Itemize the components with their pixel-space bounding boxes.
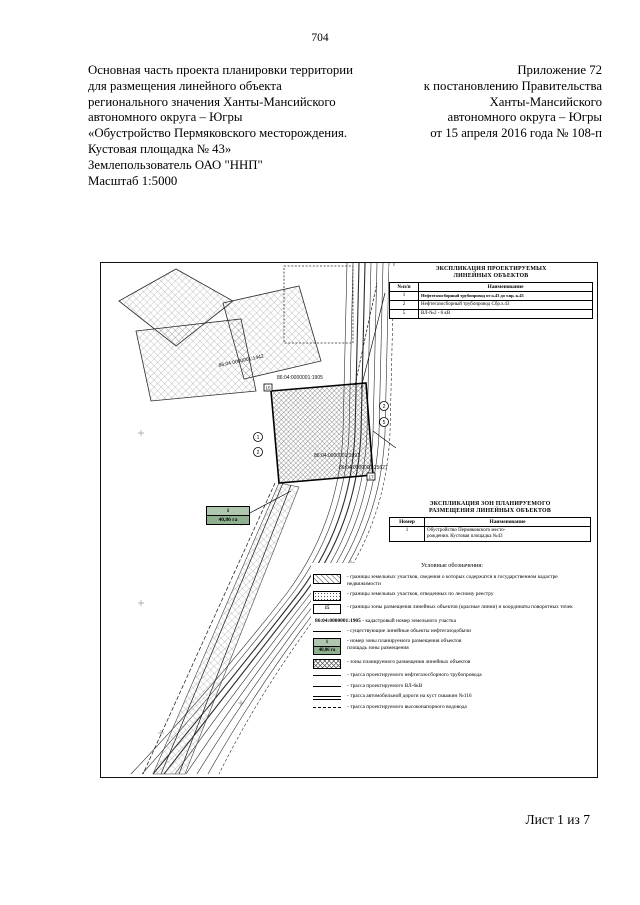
appendix-line: к постановлению Правительства xyxy=(423,78,602,93)
zone-row-name-line2: рождения. Кустовая площадка №43 xyxy=(427,534,503,539)
object-number-2: 2 xyxy=(256,450,260,456)
appendix-line: автономного округа – Югры xyxy=(447,110,602,125)
appendix-line: от 15 апреля 2016 года № 108-п xyxy=(430,126,602,141)
cadastral-number-example: 86:04:0000001:1905 xyxy=(315,617,361,624)
appendix-block xyxy=(352,63,602,142)
explication-placement-zones xyxy=(389,501,591,542)
zone-area: 40,86 га xyxy=(207,516,249,524)
hatched-parcel-swatch xyxy=(313,574,341,584)
page-number: 704 xyxy=(311,32,329,44)
dotted-parcel-swatch xyxy=(313,591,341,601)
expl2-table xyxy=(389,517,591,542)
title-line: Землепользователь ОАО "ННП" xyxy=(88,157,263,172)
expl2-title2: РАЗМЕЩЕНИЯ ЛИНЕЙНЫХ ОБЪЕКТОВ xyxy=(429,508,551,514)
expl1-table xyxy=(389,282,593,319)
zone-number-swatch: 1 40,86 га xyxy=(313,638,341,655)
table-row: 1 Нефтегазосборный трубопровод от к.43 до т.вр. к.43 xyxy=(390,292,593,301)
expl1-title2: ЛИНЕЙНЫХ ОБЪЕКТОВ xyxy=(453,273,529,279)
site-plan-frame xyxy=(100,262,598,778)
title-line: Масштаб 1:5000 xyxy=(88,173,178,188)
road-route-swatch xyxy=(313,696,341,700)
legend-item-pipeline-route: - трасса проектируемого нефтегазосборного трубопровода xyxy=(313,672,593,679)
expl1-col-name: Наименование xyxy=(419,283,593,292)
expl2-title: ЭКСПЛИКАЦИЯ ЗОН ПЛАНИРУЕМОГО xyxy=(429,501,551,507)
pipeline-route-swatch xyxy=(313,675,341,676)
existing-line-swatch xyxy=(313,631,341,632)
water-route-swatch xyxy=(313,707,341,708)
cadastral-label-1442: 86:04:0000001:1442 xyxy=(218,353,265,369)
table-row: 1 Обустройство Пермяковского место- рождения. Кустовая площадка №43 xyxy=(390,527,591,542)
title-line: автономного округа – Югры xyxy=(88,110,243,125)
expl1-title: ЭКСПЛИКАЦИЯ ПРОЕКТИРУЕМЫХ xyxy=(435,266,547,272)
title-line: Основная часть проекта планировки территории xyxy=(88,63,353,77)
zone-row-name-line1: Обустройство Пермяковского место- xyxy=(427,528,506,533)
object-number-1: 1 xyxy=(256,435,260,441)
turning-point-15: 15 xyxy=(265,385,271,391)
object-number-2b: 2 xyxy=(382,404,386,410)
appendix-line: Приложение 72 xyxy=(517,63,602,77)
legend-item-red-lines: 15 - границы зоны размещения линейных объектов (красные линии) и координаты поворотных точек xyxy=(313,604,593,614)
zone-area-label xyxy=(206,506,250,525)
expl2-col-name: Наименование xyxy=(425,518,591,527)
turning-point-17: 17 xyxy=(368,474,374,480)
expl2-col-num: Номер xyxy=(390,518,425,527)
cadastral-label-1905: 86:04:0000001:1905 xyxy=(277,375,323,381)
sheet-counter: Лист 1 из 7 xyxy=(525,812,590,827)
appendix-line: Ханты-Мансийского xyxy=(489,94,602,109)
legend-title: Условные обозначения: xyxy=(421,562,483,569)
legend-item-placement-zones: - зоны планируемого размещения линейных объектов xyxy=(313,659,593,669)
title-line: регионального значения Ханты-Мансийского xyxy=(88,94,336,109)
legend-item-zone-number: 1 40,86 га - номер зоны планируемого размещения объектов площадь зоны размещения xyxy=(313,638,593,655)
legend-item-cadastral-number: 86:04:0000001:1905 - кадастровый номер земельного участка xyxy=(315,617,456,624)
object-number-5: 5 xyxy=(382,420,386,426)
zone-number: 1 xyxy=(207,507,249,516)
title-line: Кустовая площадка № 43» xyxy=(88,141,232,156)
crosshatch-zone-swatch xyxy=(313,659,341,669)
legend-item-cadastral-parcels: - границы земельных участков, сведения о которых содержатся в государственном кадастре недвижимости xyxy=(313,574,593,588)
map-legend xyxy=(311,563,593,714)
explication-projected-objects xyxy=(389,266,593,319)
title-line: «Обустройство Пермяковского месторождения. xyxy=(88,126,348,141)
table-row: 5 ВЛ-№2 - 6 кВ xyxy=(390,310,593,319)
expl1-col-num: №п/п xyxy=(390,283,419,292)
cadastral-label-25627: 86:04:0000001:25627 xyxy=(339,465,388,471)
legend-item-road-route: - трасса автомобильной дороги на куст скважин №116 xyxy=(313,693,593,700)
legend-item-water-route: - трасса проектируемого высоконапорного водовода xyxy=(313,704,593,711)
vl-route-swatch xyxy=(313,686,341,687)
red-line-boundary-swatch: 15 xyxy=(313,604,341,614)
cadastral-label-2991: 86:04:0000001:2991 xyxy=(314,453,360,459)
title-line: для размещения линейного объекта xyxy=(88,78,282,93)
legend-item-vl-route: - трасса проектируемого ВЛ-6кВ xyxy=(313,683,593,690)
legend-item-existing-lines: - существующие линейные объекты нефтегазодобычи xyxy=(313,628,593,635)
legend-item-forest-parcels: - границы земельных участков, отведенных по лесному реестру xyxy=(313,591,593,601)
table-row: 2 Нефтегазосборный трубопровод Сбр.з.43 xyxy=(390,301,593,310)
